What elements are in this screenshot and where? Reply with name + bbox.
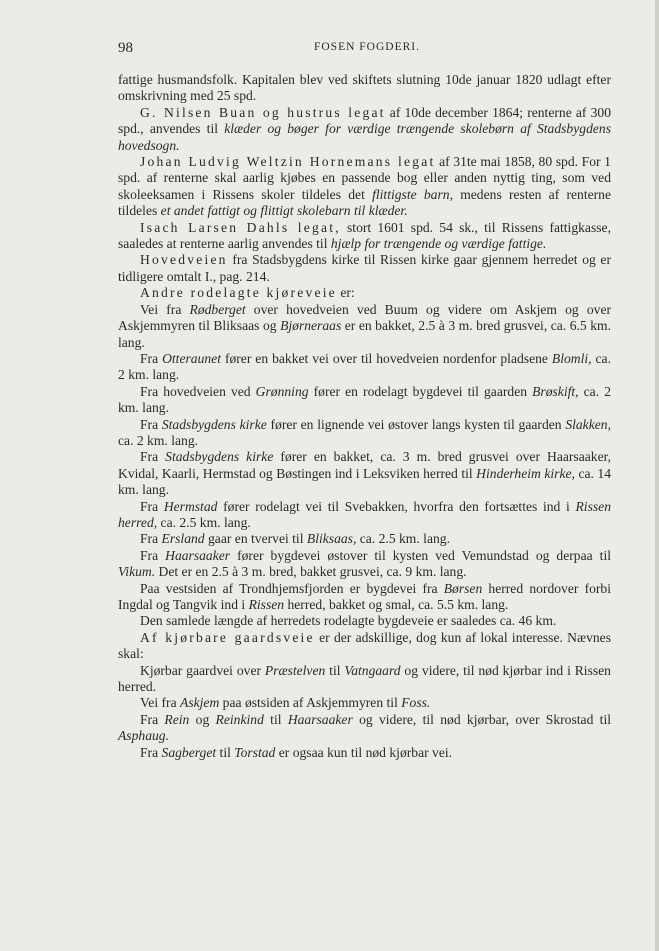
paragraph: [118, 531, 611, 547]
text-run: Det er en 2.5 à 3 m. bred, bakket grusvei, ca. 9 km. lang.: [155, 564, 467, 580]
italic-text: Torstad: [234, 744, 276, 760]
italic-text: Vatngaard: [344, 662, 401, 678]
paragraph: [118, 613, 611, 629]
text-run: fra Stadsbygdens kirke til Rissen kirke gaar gjennem herredet og er tidligere omtalt I., pag. 214.: [118, 252, 611, 284]
italic-text: Grønning: [255, 383, 309, 399]
paragraph: [118, 499, 611, 532]
italic-text: Haarsaaker: [287, 711, 353, 727]
text-run: er:: [336, 285, 355, 301]
italic-text: Bliksaas,: [306, 531, 357, 547]
text-run: Fra: [140, 498, 164, 514]
italic-text: et andet fattigt og flittigt skolebarn til klæder.: [160, 203, 408, 219]
italic-text: Rein: [164, 711, 190, 727]
italic-text: flittigste barn,: [372, 186, 453, 202]
italic-text: Vikum.: [118, 564, 156, 580]
body-text: [118, 72, 611, 761]
italic-text: Foss.: [401, 695, 431, 711]
italic-text: Bjørneraas: [280, 318, 342, 334]
paragraph: [118, 663, 611, 696]
text-run: er en bakket, 2.5 à 3 m. bred grusvei, ca. 6.5 km. lang.: [118, 318, 611, 350]
italic-text: Blomli,: [551, 350, 592, 366]
text-run: medens resten af renterne tildeles: [118, 186, 611, 219]
italic-text: Hermstad: [163, 498, 218, 514]
italic-text: Præstelven: [264, 662, 326, 678]
paragraph: [118, 302, 611, 351]
running-title: FOSEN FOGDERI.: [313, 41, 420, 53]
paragraph: [118, 72, 611, 105]
text-run: Fra: [140, 531, 162, 547]
text-run: herred, bakket og smal, ca. 5.5 km. lang.: [284, 597, 509, 612]
text-run: og: [189, 711, 216, 727]
text-run: Fra: [140, 350, 163, 366]
text-run: Vei fra: [140, 301, 190, 317]
text-run: af 10de december 1864; renterne af 300 spd., anvendes til: [118, 104, 611, 137]
spaced-heading-text: Andre rodelagte kjøreveie: [140, 285, 337, 301]
text-run: fører rodelagt vei til Svebakken, hvorfra den fortsættes ind i: [217, 498, 576, 514]
italic-text: Ersland: [161, 531, 205, 547]
text-run: herred nordover forbi Ingdal og Tangvik ind i: [118, 580, 611, 612]
italic-text: Børsen: [443, 580, 483, 596]
text-run: fører en bakket, ca. 3 m. bred grusvei over Haarsaaker, Kvidal, Kaarli, Hermstad og Bøstingen ind i Leksviken herred til: [118, 449, 611, 481]
text-run: Fra: [140, 449, 166, 465]
paragraph: [118, 285, 611, 301]
text-run: til: [263, 711, 288, 727]
text-run: Fra: [140, 744, 162, 760]
italic-text: Rissen: [248, 597, 285, 612]
text-run: og videre, til nød kjørbar ind i Rissen herred.: [118, 662, 611, 695]
spaced-heading-text: Isach Larsen Dahls legat,: [140, 219, 341, 235]
text-run: over hovedveien ved Buum og videre om Askjem og over Askjemmyren til Bliksaas og: [118, 301, 612, 334]
italic-text: Rødberget: [189, 301, 246, 317]
italic-text: hjælp for trængende og værdige fattige.: [330, 236, 547, 252]
paragraph: [118, 252, 611, 285]
italic-text: Otteraunet: [162, 350, 221, 366]
italic-text: Brøskift,: [532, 383, 579, 399]
paragraph: [118, 745, 611, 761]
text-run: til: [216, 744, 235, 760]
text-run: ca. 2.5 km. lang.: [356, 531, 450, 547]
text-run: fattige husmandsfolk. Kapitalen blev ved skiftets slutning 10de januar 1820 udlagt efter omskrivning med 25 spd.: [118, 72, 611, 104]
text-run: gaar en tvervei til: [204, 531, 307, 547]
text-run: Paa vestsiden af Trondhjemsfjorden er bygdevei fra: [140, 580, 444, 596]
paragraph: [118, 417, 611, 450]
text-run: er ogsaa kun til nød kjørbar vei.: [275, 744, 453, 760]
paragraph: [118, 630, 611, 663]
italic-text: Stadsbygdens kirke: [161, 416, 267, 432]
text-run: er der adskillige, dog kun af lokal interesse. Nævnes skal:: [118, 629, 611, 662]
page-edge: [655, 0, 659, 951]
text-run: Kjørbar gaardvei over: [140, 662, 265, 678]
text-run: af 31te mai 1858, 80 spd. For 1 spd. af renterne skal aarlig kjøbes en passende bog eller anden nyttig ting, som ved skoleeksamen i Rissens skoler tildeles det: [118, 154, 611, 202]
text-run: og videre, til nød kjørbar, over Skrostad til: [352, 711, 611, 727]
text-run: Fra: [140, 711, 165, 727]
text-run: Den samlede længde af herredets rodelagte bygdeveie er saaledes ca. 46 km.: [140, 613, 557, 629]
italic-text: Stadsbygdens kirke: [165, 449, 274, 465]
spaced-heading-text: G. Nilsen Buan og hustrus legat: [140, 104, 386, 120]
paragraph: [118, 351, 611, 384]
italic-text: Slakken,: [565, 416, 611, 432]
text-run: fører en lignende vei østover langs kysten til gaarden: [266, 416, 566, 432]
paragraph: [118, 384, 611, 417]
paragraph: [118, 105, 611, 154]
paragraph: [118, 220, 611, 253]
italic-text: Rissen herred,: [118, 498, 611, 530]
italic-text: Asphaug.: [118, 728, 169, 744]
text-run: Vei fra: [140, 695, 181, 711]
paragraph: [118, 581, 611, 614]
text-run: ca. 14 km. lang.: [118, 465, 612, 498]
paragraph: [118, 449, 611, 498]
text-run: fører bygdevei østover til kysten ved Vemundstad og derpaa til: [230, 547, 611, 563]
italic-text: Reinkind: [215, 711, 264, 727]
italic-text: Askjem: [180, 695, 220, 711]
page-number: 98: [118, 40, 133, 56]
text-run: ca. 2.5 km. lang.: [157, 514, 251, 530]
spaced-heading-text: Johan Ludvig Weltzin Hornemans legat: [140, 154, 436, 170]
paragraph: [118, 154, 611, 220]
text-run: paa østsiden af Askjemmyren til: [219, 695, 402, 711]
spaced-heading-text: Af kjørbare gaardsveie: [140, 629, 315, 645]
text-run: Fra hovedveien ved: [140, 383, 256, 399]
italic-text: Haarsaaker: [165, 547, 231, 563]
text-run: Fra: [140, 547, 166, 563]
italic-text: klæder og bøger for værdige trængende skolebørn af Stadsbygdens hovedsogn.: [118, 121, 611, 153]
text-run: fører en bakket vei over til hovedveien nordenfor pladsene: [220, 350, 552, 366]
paragraph: [118, 712, 611, 745]
text-run: ca. 2 km. lang.: [118, 383, 611, 416]
text-run: til: [325, 662, 345, 678]
text-run: stort 1601 spd. 54 sk., til Rissens fattigkasse, saaledes at renterne aarlig anvendes til: [118, 219, 611, 252]
paragraph: [118, 695, 611, 711]
spaced-heading-text: Hovedveien: [140, 252, 228, 268]
italic-text: Sagberget: [161, 744, 217, 760]
text-run: fører en rodelagt bygdevei til gaarden: [308, 383, 533, 399]
text-run: ca. 2 km. lang.: [118, 432, 199, 448]
paragraph: [118, 548, 611, 581]
text-run: ca. 2 km. lang.: [118, 350, 611, 383]
text-run: Fra: [140, 416, 162, 432]
italic-text: Hinderheim kirke,: [476, 465, 575, 481]
page-header: [118, 40, 616, 60]
